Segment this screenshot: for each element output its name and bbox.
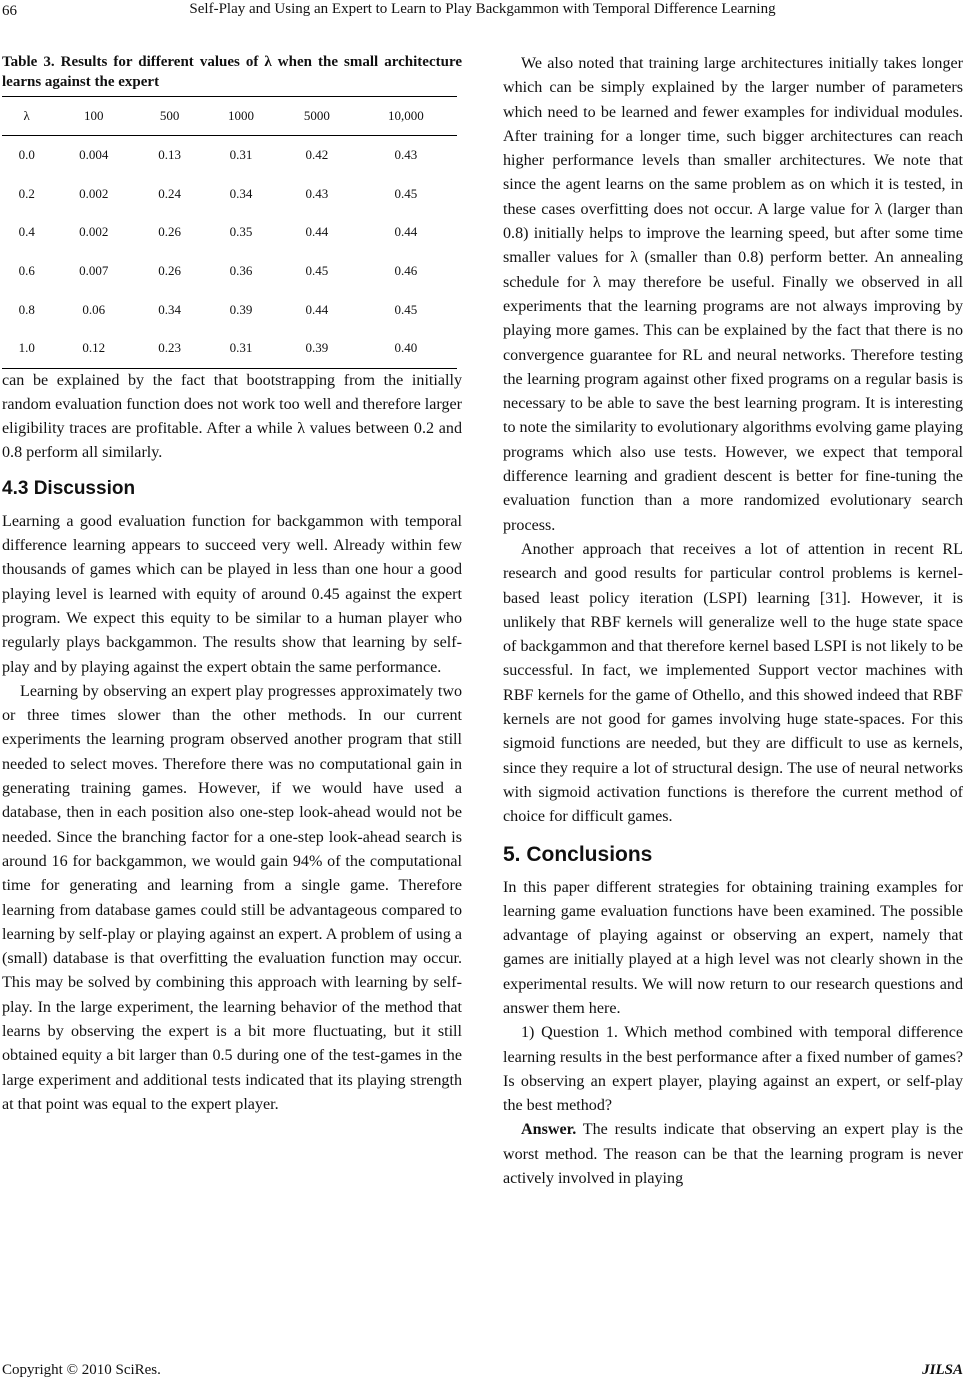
table-cell: 0.44	[305, 301, 329, 317]
right-column	[503, 52, 963, 1191]
page-header	[0, 0, 965, 22]
table-cell: 0.39	[279, 329, 355, 368]
table-cell: 0.004	[79, 147, 109, 163]
table-row	[2, 136, 457, 175]
table-cell: 0.45	[394, 301, 418, 317]
section-heading-discussion: 4.3 Discussion	[2, 477, 136, 499]
table-cell: 0.2	[18, 185, 35, 201]
table-row	[2, 252, 457, 291]
table-cell: 0.31	[229, 147, 253, 163]
page-number: 66	[2, 3, 17, 19]
copyright: Copyright © 2010 SciRes.	[2, 1362, 161, 1378]
answer-text: The results indicate that observing an expert play is the worst method. The reason can be that the learning program is never actively involved in playing	[503, 1121, 963, 1188]
table-cell: 0.46	[394, 262, 418, 278]
table-cell: 0.36	[229, 262, 253, 278]
table-cell: 0.8	[18, 301, 35, 317]
table-cell: 0.24	[158, 185, 181, 201]
table-cell: 0.4	[18, 224, 35, 240]
paragraph: Another approach that receives a lot of attention in recent RL research and good results for particular control problems is kernel-based least policy iteration (LSPI) learning [31]. However, it is unlikely that RBF kernels will generalize well to the huge state space of backgammon and that therefore kernel based LSPI is not likely to be successful. In fact, we implemented Support vector machines with RBF kernels for the game of Othello, and this showed indeed that RBF kernels are not good for games involving huge state-spaces. For this sigmoid functions are needed, but they are difficult to use as kernels, since they require a lot of structural design. The use of neural networks with sigmoid activation functions is therefore the current method of choice for difficult games.	[503, 540, 963, 826]
table-header-cell: 1000	[203, 97, 279, 136]
table-cell: 0.44	[394, 224, 418, 240]
table-cell: 0.002	[79, 224, 109, 240]
paragraph: Learning a good evaluation function for backgammon with temporal difference learning appears to succeed very well. Already within few thousands of games which can be played in less than one hour a good playing level is learned with equity of around 0.45 against the expert program. We expect this equity to be similar to a human player who regularly plays backgammon. The results show that learning by self-play and by playing against the expert obtain the same performance.	[2, 512, 462, 676]
table-cell: 0.39	[229, 301, 253, 317]
table-header-row	[2, 97, 457, 136]
paragraph: In this paper different strategies for obtaining training examples for learning game evaluation functions have been examined. The possible advantage of playing against or observing an expert, namely that games are initially played at a high level was not clearly shown in the experimental results. We will now return to our research questions and answer them here.	[503, 878, 963, 1017]
table-cell: 0.42	[305, 147, 329, 163]
table-header-cell: 500	[136, 97, 203, 136]
table-cell: 0.007	[79, 262, 109, 278]
table-row	[2, 329, 457, 368]
answer-paragraph	[503, 1118, 963, 1191]
table-cell: 0.44	[305, 224, 329, 240]
table-cell: 0.26	[158, 262, 181, 278]
table-cell: 0.23	[136, 329, 203, 368]
section-heading-conclusions: 5. Conclusions	[503, 842, 653, 866]
table-header-cell: λ	[2, 97, 51, 136]
table-cell: 0.43	[394, 147, 418, 163]
table-header-cell: 10,000	[355, 97, 457, 136]
journal-name: JILSA	[922, 1362, 963, 1378]
paragraph: 1) Question 1. Which method combined with temporal difference learning results in the best performance after a fixed number of games? Is observing an expert player, playing against an expert, or self-play the best method?	[503, 1024, 963, 1115]
paragraph: Learning by observing an expert play progresses approximately two or three times slower than the other methods. In our current experiments the learning program observed another program that still needed to select moves. Therefore there was no computational gain in generating training games. However, if we would have used a database, then in each position also one-step look-ahead would not be needed. Since the branching factor for a one-step look-ahead search is around 16 for backgammon, we would gain 94% of the computational time for generating and learning from a single game. Therefore learning from database games could still be advantageous compared to learning by self-play or playing against an expert. A problem of using a (small) database is that overfitting the evaluation function may occur. This may be solved by combining this approach with learning by self-play. In the large experiment, the learning behavior of the method that learns by observing the expert is a bit more fluctuating, but it still obtained equity a bit larger than 0.5 during one of the test-games in the large experiment and additional tests indicated that its playing strength at that point was equal to the expert player.	[2, 682, 462, 1113]
table-cell: 0.12	[51, 329, 136, 368]
table-cell: 0.34	[158, 301, 181, 317]
table-cell: 0.0	[18, 147, 35, 163]
table-row	[2, 213, 457, 252]
left-column	[2, 52, 462, 1117]
table-header-cell: 5000	[279, 97, 355, 136]
table-cell: 0.31	[203, 329, 279, 368]
table-cell: 0.06	[82, 301, 106, 317]
table-caption: Table 3. Results for different values of λ when the small architecture learns against the expert	[2, 54, 462, 90]
table-cell: 0.26	[158, 224, 181, 240]
table-header-cell: 100	[51, 97, 136, 136]
table-cell: 0.002	[79, 185, 109, 201]
table-cell: 0.34	[229, 185, 253, 201]
running-title: Self-Play and Using an Expert to Learn to Play Backgammon with Temporal Difference Learning	[189, 1, 776, 17]
table-cell: 1.0	[2, 329, 51, 368]
paragraph: can be explained by the fact that bootstrapping from the initially random evaluation function does not work too well and therefore larger eligibility traces are profitable. After a while λ values between 0.2 and 0.8 perform all similarly.	[2, 371, 463, 462]
answer-label: Answer.	[521, 1121, 577, 1139]
table-cell: 0.6	[18, 262, 35, 278]
table-row	[2, 290, 457, 329]
table-row	[2, 175, 457, 214]
table-cell: 0.45	[305, 262, 329, 278]
table-cell: 0.43	[305, 185, 329, 201]
results-table	[2, 96, 457, 369]
table-cell: 0.13	[158, 147, 181, 163]
table-cell: 0.35	[229, 224, 253, 240]
table-cell: 0.40	[355, 329, 457, 368]
table-cell: 0.45	[394, 185, 418, 201]
paragraph: We also noted that training large architectures initially takes longer which can be simply explained by the larger number of parameters which need to be learned and fewer examples for individual modules. After training for a longer time, such bigger architectures can reach higher performance levels than smaller architectures. We note that since the agent learns on the same problem as on which it is tested, in these cases overfitting does not occur. A large value for λ (larger than 0.8) initially helps to improve the learning speed, but after some time smaller values for λ (smaller than 0.8) perform better. An annealing schedule for λ may therefore be useful. Finally we observed in all experiments that the learning programs are not always improving by playing more games. This can be explained by the fact that there is no convergence guarantee for RL and neural networks. Therefore testing the learning program against other fixed programs on a regular basis is necessary to be able to save the best learning program. It is interesting to note the similarity to evolutionary algorithms evolving game playing programs which also use tests. However, we expect that temporal difference learning and gradient descent is better for fine-tuning the evaluation function than a more randomized evolutionary search process.	[503, 55, 963, 534]
